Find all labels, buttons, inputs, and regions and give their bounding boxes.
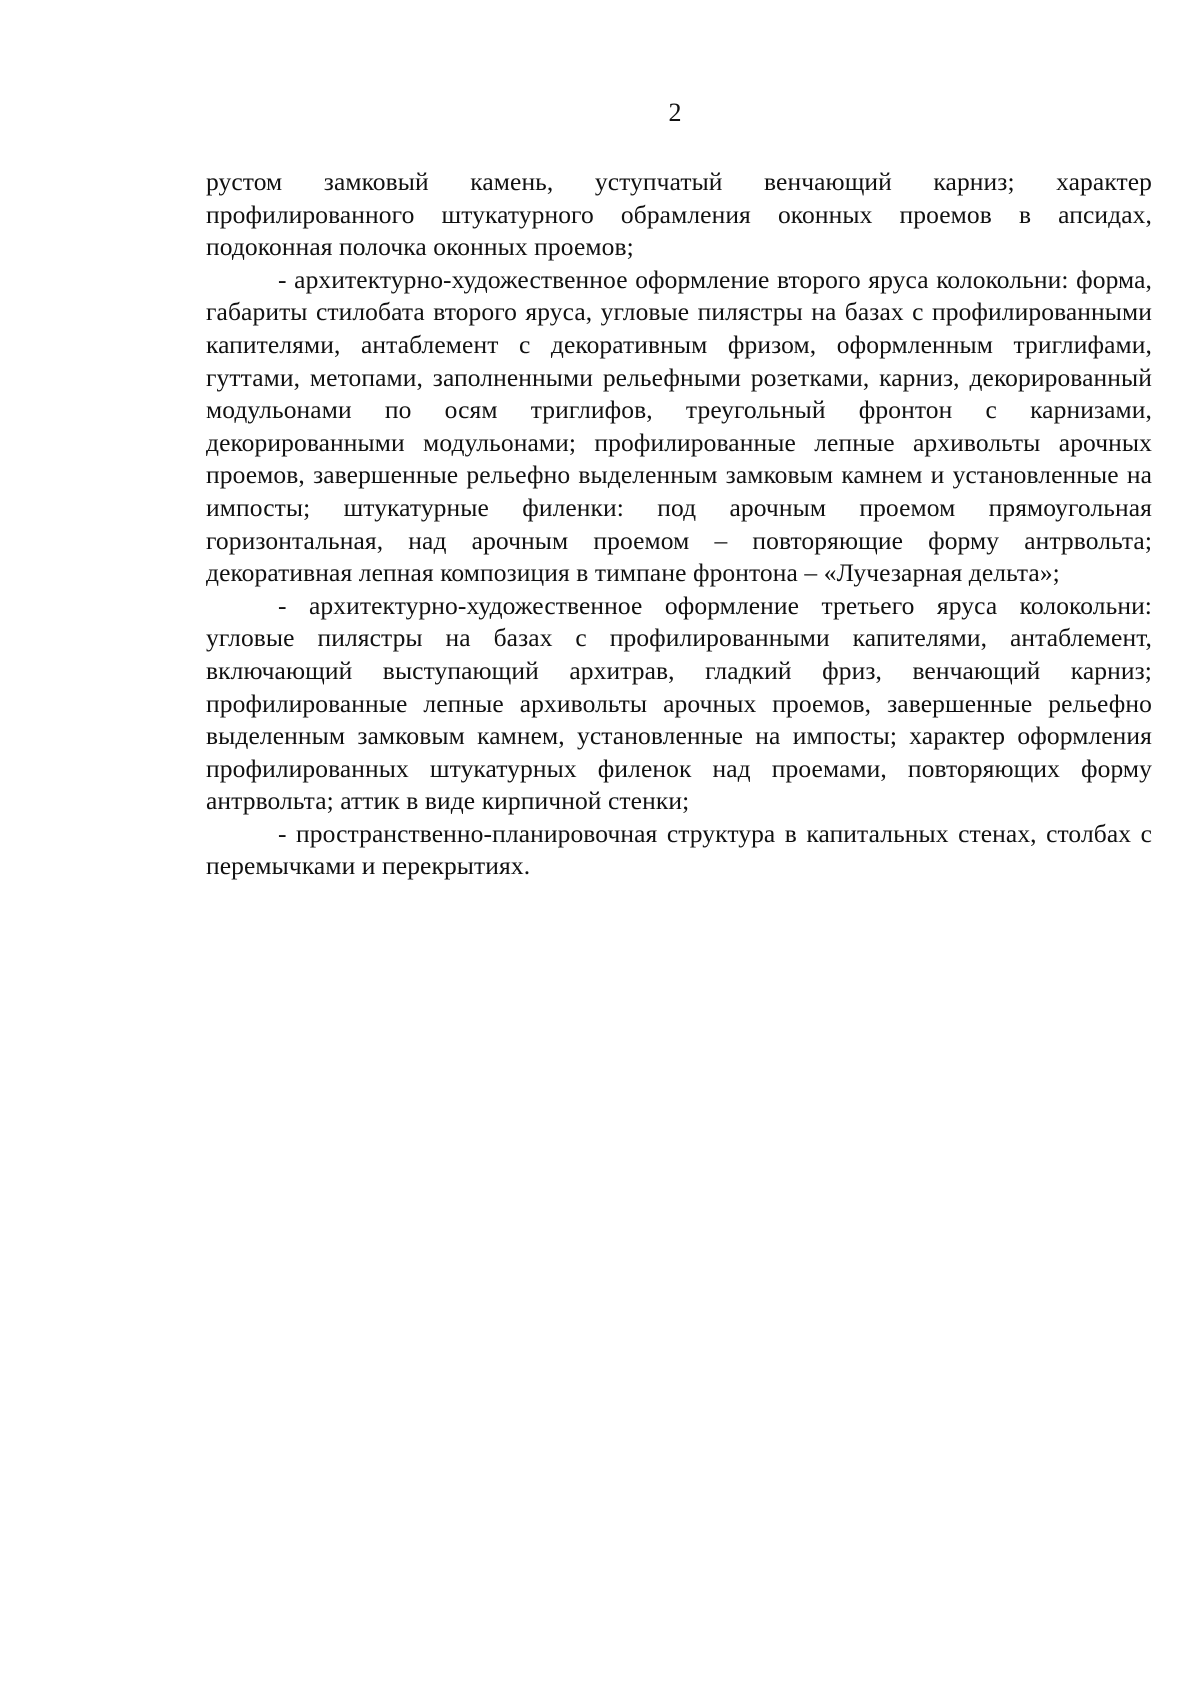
paragraph-spatial-structure: - пространственно-планировочная структура в капитальных стенах, столбах с перемычками и перекрытиях. (206, 818, 1152, 881)
paragraph-third-tier: - архитектурно-художественное оформление третьего яруса колокольни: угловые пилястры на базах с профилированными капителями, антаблемент, включающий выступающий архитрав, гладкий фриз, венчающий карниз; профилированные лепные архивольты арочных проемов, завершенные рельефно выделенным замковым камнем, установленные на импосты; характер оформления профилированных штукатурных филенок над проемами, повторяющих форму антрвольта; аттик в виде кирпичной стенки; (206, 590, 1152, 816)
page-number: 2 (668, 98, 682, 127)
paragraph-continuation: рустом замковый камень, уступчатый венчающий карниз; характер профилированного штукатурного обрамления оконных проемов в апсидах, подоконная полочка оконных проемов; (206, 167, 1152, 262)
paragraph-second-tier: - архитектурно-художественное оформление второго яруса колокольни: форма, габариты стилобата второго яруса, угловые пилястры на базах с профилированными капителями, антаблемент с декоративным фризом, оформленным триглифами, гуттами, метопами, заполненными рельефными розетками, карниз, декорированный модульонами по осям триглифов, треугольный фронтон с карнизами, декорированными модульонами; профилированные лепные архивольты арочных проемов, завершенные рельефно выделенным замковым камнем и установленные на импосты; штукатурные филенки: под арочным проемом прямоугольная горизонтальная, над арочным проемом – повторяющие форму антрвольта; декоративная лепная композиция в тимпане фронтона – «Лучезарная дельта»; (206, 264, 1152, 588)
body-text (206, 166, 1152, 883)
